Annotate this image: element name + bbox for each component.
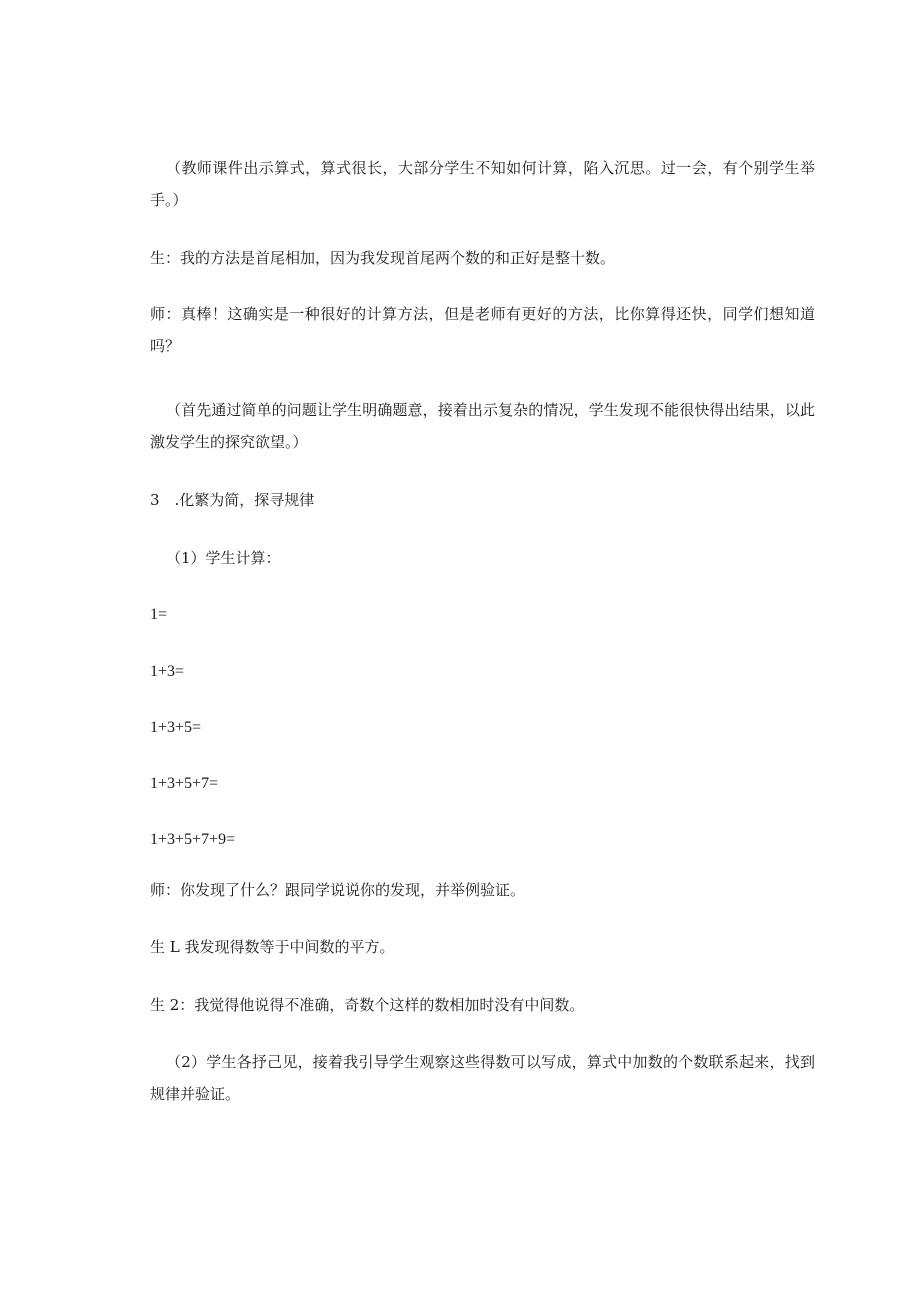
paragraph-teacher-question: 师：你发现了什么？跟同学说说你的发现，并举例验证。 <box>150 881 526 899</box>
paragraph-teacher-praise: 师：真棒！这确实是一种很好的计算方法，但是老师有更好的方法，比你算得还快，同学们想知道吗？ <box>150 305 815 355</box>
section-heading-3: 3 .化繁为简，探寻规律 <box>150 491 315 509</box>
formula-2: 1+3= <box>150 663 185 680</box>
paragraph-student-1: 生 L 我发现得数等于中间数的平方。 <box>150 938 395 956</box>
paragraph-teacher-courseware-note: （教师课件出示算式，算式很长，大部分学生不知如何计算，陷入沉思。过一会，有个别学生举手。） <box>150 159 815 209</box>
paragraph-student-2: 生 2：我觉得他说得不准确，奇数个这样的数相加时没有中间数。 <box>150 996 585 1014</box>
paragraph-design-note: （首先通过简单的问题让学生明确题意，接着出示复杂的情况，学生发现不能很快得出结果，以此激发学生的探究欲望。） <box>150 401 815 451</box>
formula-4: 1+3+5+7= <box>150 775 219 792</box>
formula-3: 1+3+5= <box>150 719 202 736</box>
formula-5: 1+3+5+7+9= <box>150 831 236 848</box>
subheading-student-calculation: （1）学生计算： <box>166 549 281 567</box>
paragraph-student-discussion: （2）学生各抒己见，接着我引导学生观察这些得数可以写成，算式中加数的个数联系起来，找到规律并验证。 <box>150 1053 815 1103</box>
paragraph-student-method: 生：我的方法是首尾相加，因为我发现首尾两个数的和正好是整十数。 <box>150 249 616 267</box>
formula-1: 1= <box>150 606 168 623</box>
